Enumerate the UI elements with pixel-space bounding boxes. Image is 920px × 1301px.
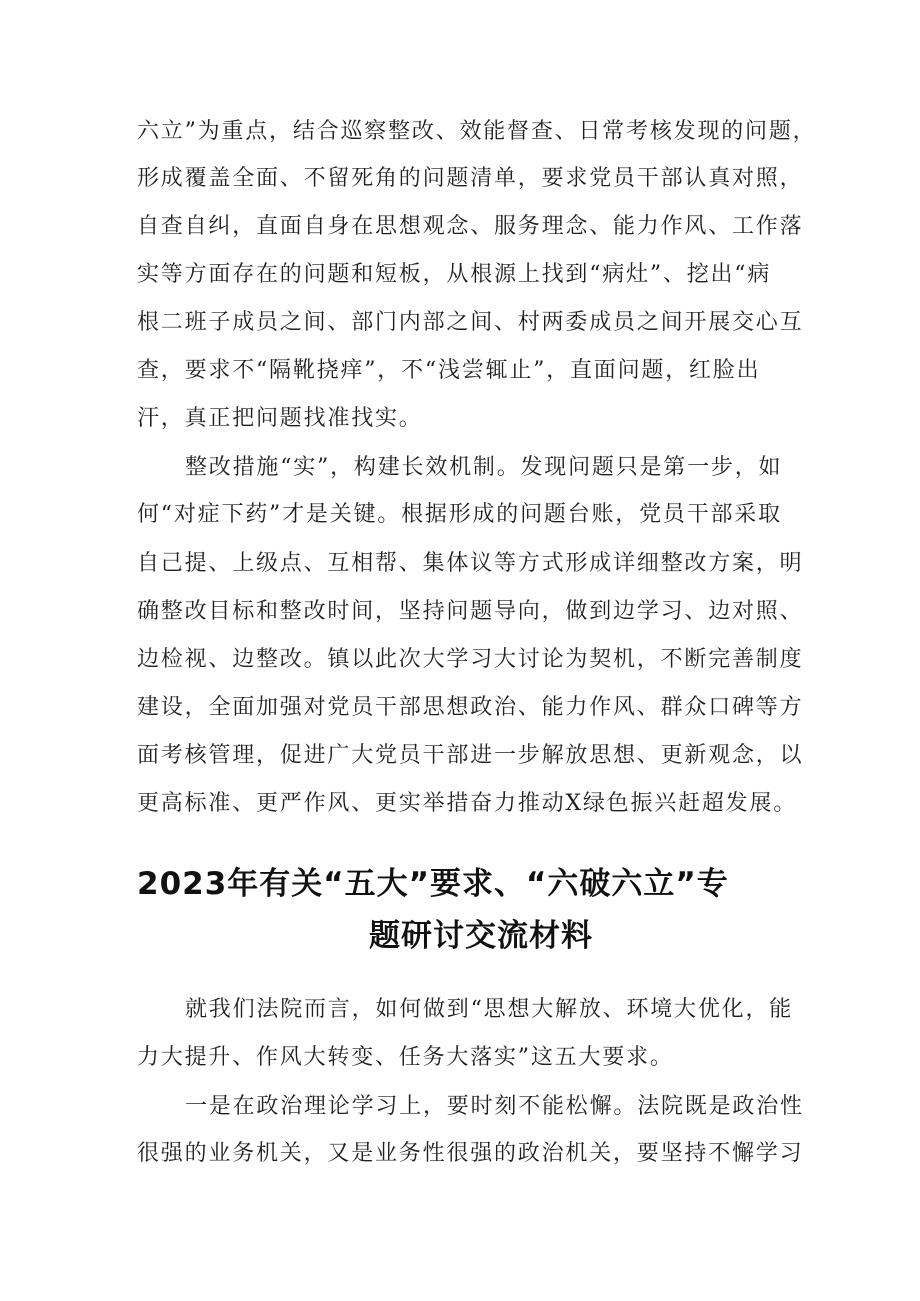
paragraph-line: 确整改目标和整改时间，坚持问题导向，做到边学习、边对照、 [137, 599, 804, 624]
paragraph-line: 就我们法院而言，如何做到“思想大解放、环境大优化，能 [185, 997, 794, 1022]
paragraph-line: 很强的业务机关，又是业务性很强的政治机关，要坚持不懈学习 [137, 1141, 804, 1166]
paragraph-line: 建设，全面加强对党员干部思想政治、能力作风、群众口碑等方 [137, 695, 804, 720]
paragraph-line: 面考核管理，促进广大党员干部进一步解放思想、更新观念，以 [137, 743, 804, 768]
paragraph-line: 边检视、边整改。镇以此次大学习大讨论为契机，不断完善制度 [137, 647, 804, 672]
paragraph-line: 何“对症下药”才是关键。根据形成的问题台账，党员干部采取 [137, 502, 782, 527]
paragraph-line: 查，要求不“隔靴挠痒”，不“浅尝辄止”，直面问题，红脸出 [137, 358, 761, 383]
paragraph-line: 根二班子成员之间、部门内部之间、村两委成员之间开展交心互 [137, 310, 804, 335]
paragraph-line: 更高标准、更严作风、更实举措奋力推动X绿色振兴赶超发展。 [137, 791, 798, 816]
paragraph-line: 六立”为重点，结合巡察整改、效能督查、日常考核发现的问题， [137, 119, 817, 144]
paragraph-line: 自查自纠，直面自身在思想观念、服务理念、能力作风、工作落 [137, 214, 804, 239]
section-title-line-2: 题研讨交流材料 [369, 918, 593, 954]
paragraph-line: 力大提升、作风大转变、任务大落实”这五大要求。 [137, 1045, 674, 1070]
paragraph-line: 自己提、上级点、互相帮、集体议等方式形成详细整改方案，明 [137, 551, 804, 576]
paragraph-line: 实等方面存在的问题和短板，从根源上找到“病灶”、挖出“病 [137, 262, 772, 287]
paragraph-line: 整改措施“实”，构建长效机制。发现问题只是第一步，如 [185, 455, 783, 480]
paragraph-line: 汗，真正把问题找准找实。 [137, 406, 423, 431]
paragraph-line: 形成覆盖全面、不留死角的问题清单，要求党员干部认真对照， [137, 166, 804, 191]
section-title-line-1: 2023年有关“五大”要求、“六破六立”专 [137, 866, 729, 902]
paragraph-line: 一是在政治理论学习上，要时刻不能松懈。法院既是政治性 [185, 1094, 804, 1119]
